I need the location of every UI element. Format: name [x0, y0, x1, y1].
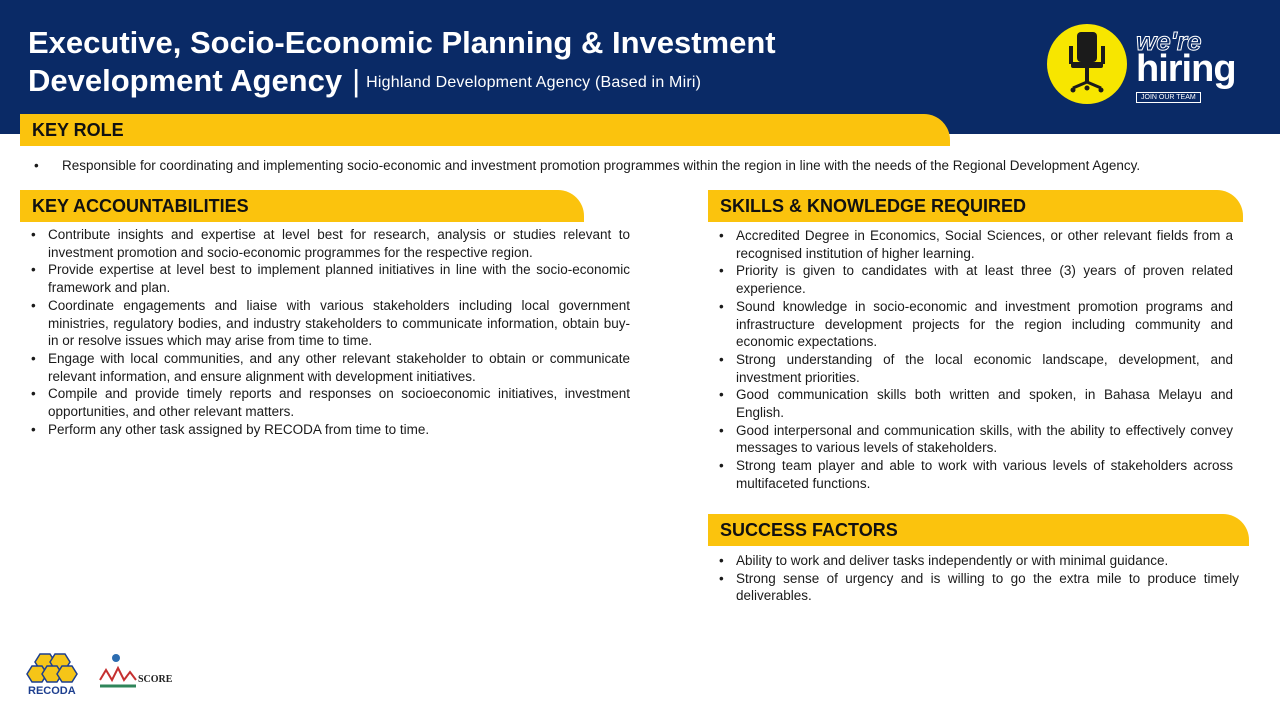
hiring-join: JOIN OUR TEAM [1136, 92, 1201, 103]
bullet: • [31, 227, 36, 242]
score-logo-text: SCORE [138, 674, 173, 685]
list-item-text: Perform any other task assigned by RECODA from time to time. [48, 421, 430, 437]
list-item-text: Accredited Degree in Economics, Social Sciences, or other relevant fields from a recognised institution of higher learning. [736, 228, 1233, 261]
list-item [20, 421, 630, 439]
title-line-2-row [28, 62, 776, 102]
list-item [708, 422, 1233, 457]
list-item [20, 385, 630, 420]
list-item [708, 262, 1233, 297]
list-item-text: Strong sense of urgency and is willing to go the extra mile to produce timely deliverables. [736, 570, 1239, 604]
footer-logos [26, 650, 186, 707]
office-chair-icon [1047, 24, 1127, 104]
list-item [20, 297, 630, 350]
list-item [20, 226, 630, 261]
key-role-text-row [34, 158, 1140, 173]
title-separator: | [352, 63, 361, 98]
list-item-text: Good interpersonal and communication skills, with the ability to effectively convey messages to various levels of stakeholders. [736, 422, 1233, 456]
list-item [20, 261, 630, 296]
bullet: • [31, 421, 36, 437]
list-item [708, 386, 1233, 421]
recoda-logo-icon [26, 650, 186, 702]
bullet: • [31, 262, 36, 278]
bullet: • [719, 553, 724, 568]
list-item [708, 570, 1239, 605]
hiring-were: we're [1136, 26, 1202, 56]
bullet: • [719, 570, 724, 586]
bullet: • [719, 263, 724, 279]
bullet: • [719, 351, 724, 367]
page-title [28, 24, 776, 102]
list-item [708, 227, 1233, 262]
list-item-text: Sound knowledge in socio-economic and investment promotion programs and infrastructure development projects for the region including community and economic expectations. [736, 298, 1233, 350]
success-list [708, 552, 1239, 605]
bullet: • [719, 458, 724, 474]
key-role-text: Responsible for coordinating and implementing socio-economic and investment promotion programmes within the region in line with the needs of the Regional Development Agency. [62, 158, 1141, 173]
accountabilities-heading: KEY ACCOUNTABILITIES [20, 190, 584, 222]
title-line-2: Development Agency [28, 63, 343, 98]
list-item-text: Compile and provide timely reports and responses on socioeconomic initiatives, investment opportunities, and other relevant matters. [48, 386, 630, 420]
page-subtitle: Highland Development Agency (Based in Miri) [366, 74, 702, 91]
list-item [708, 298, 1233, 351]
list-item [708, 552, 1239, 570]
bullet: • [34, 158, 39, 173]
hiring-main: hiring [1136, 48, 1236, 90]
skills-list [708, 227, 1233, 493]
key-role-heading: KEY ROLE [20, 114, 950, 146]
list-item-text: Contribute insights and expertise at level best for research, analysis or studies relevant to investment promotion and socio-economic programmes for the respective region. [48, 227, 630, 260]
bullet: • [31, 350, 36, 366]
bullet: • [719, 298, 724, 314]
list-item-text: Engage with local communities, and any other relevant stakeholder to obtain or communicate relevant information, and ensure alignment with development initiatives. [48, 350, 630, 384]
title-line-1: Executive, Socio-Economic Planning & Investment [28, 25, 776, 60]
list-item-text: Good communication skills both written and spoken, in Bahasa Melayu and English. [736, 387, 1233, 421]
score-logo-icon [100, 654, 173, 686]
recoda-logo-text: RECODA [28, 685, 76, 697]
bullet: • [719, 422, 724, 438]
bullet: • [31, 297, 36, 313]
list-item-text: Coordinate engagements and liaise with various stakeholders including local government ministries, regulatory bodies, and industry stakeholders to communicate information, obtain buy-in or resolve issues which may arise from time to time. [48, 297, 630, 349]
list-item [708, 457, 1233, 492]
list-item [708, 351, 1233, 386]
bullet: • [31, 386, 36, 402]
list-item-text: Priority is given to candidates with at least three (3) years of proven related experience. [736, 263, 1233, 297]
skills-heading: SKILLS & KNOWLEDGE REQUIRED [708, 190, 1243, 222]
list-item-text: Ability to work and deliver tasks independently or with minimal guidance. [736, 553, 1169, 568]
list-item [20, 350, 630, 385]
accountabilities-list [20, 226, 630, 438]
list-item-text: Strong team player and able to work with various levels of stakeholders across multifaceted functions. [736, 458, 1233, 491]
success-heading: SUCCESS FACTORS [708, 514, 1249, 546]
bullet: • [719, 228, 724, 243]
list-item-text: Strong understanding of the local economic landscape, development, and investment priorities. [736, 351, 1233, 385]
hiring-badge [1136, 26, 1256, 104]
list-item-text: Provide expertise at level best to implement planned initiatives in line with the socio-economic framework and plan. [48, 262, 630, 296]
bullet: • [719, 387, 724, 403]
